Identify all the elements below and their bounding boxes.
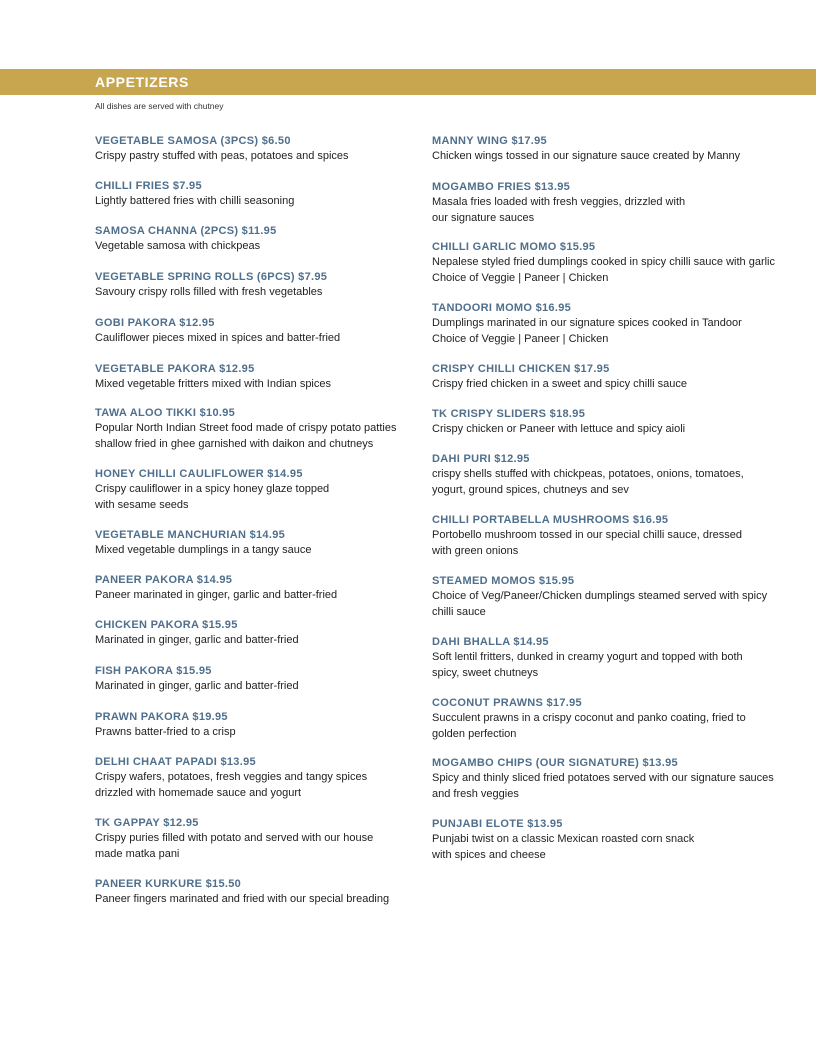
menu-item-name: CHILLI FRIES $7.95 xyxy=(95,180,202,192)
menu-item-name: TK CRISPY SLIDERS $18.95 xyxy=(432,408,586,420)
menu-item-description xyxy=(432,832,802,863)
menu-item-description xyxy=(432,771,802,802)
menu-item-description-line: Marinated in ginger, garlic and batter-fried xyxy=(95,680,299,692)
menu-item-description-line: Cauliflower pieces mixed in spices and batter-fried xyxy=(95,332,341,344)
menu-item xyxy=(432,407,802,438)
menu-item-description xyxy=(95,331,425,347)
menu-item-description xyxy=(95,543,425,559)
menu-item-description-line: chilli sauce xyxy=(432,605,486,618)
menu-item-name: STEAMED MOMOS $15.95 xyxy=(432,575,575,587)
menu-item-description-line: with sesame seeds xyxy=(95,498,189,511)
menu-item xyxy=(95,134,425,165)
menu-item-description-line: Nepalese styled fried dumplings cooked in spicy chilli sauce with garlic xyxy=(432,256,775,268)
section-title: APPETIZERS xyxy=(95,74,189,90)
menu-item-name: TK GAPPAY $12.95 xyxy=(95,817,199,829)
menu-item xyxy=(95,816,425,862)
menu-item-description xyxy=(432,149,802,165)
menu-item-description xyxy=(95,239,425,255)
menu-item xyxy=(432,756,802,802)
menu-item-description xyxy=(95,421,425,452)
menu-item-description-line: made matka pani xyxy=(95,847,180,860)
menu-item-description-line: our signature sauces xyxy=(432,211,535,224)
menu-item-description xyxy=(432,528,802,559)
menu-item-description-line: Popular North Indian Street food made of crispy potato patties xyxy=(95,422,397,434)
menu-item-name: VEGETABLE PAKORA $12.95 xyxy=(95,363,255,375)
menu-item-name: GOBI PAKORA $12.95 xyxy=(95,317,215,329)
menu-item-name: FISH PAKORA $15.95 xyxy=(95,665,212,677)
menu-item-name: DAHI PURI $12.95 xyxy=(432,453,530,465)
menu-item xyxy=(95,618,425,649)
menu-item-description-line: spicy, sweet chutneys xyxy=(432,666,539,679)
menu-item-name: DELHI CHAAT PAPADI $13.95 xyxy=(95,756,256,768)
menu-item-name: CHILLI PORTABELLA MUSHROOMS $16.95 xyxy=(432,514,669,526)
menu-item-description xyxy=(95,770,425,801)
menu-item-description-line: with spices and cheese xyxy=(432,848,546,861)
menu-item xyxy=(95,179,425,210)
menu-item xyxy=(432,635,802,681)
menu-item-description-line: and fresh veggies xyxy=(432,787,519,800)
menu-item xyxy=(95,755,425,801)
menu-item-description-line: Paneer marinated in ginger, garlic and batter-fried xyxy=(95,589,338,601)
menu-item-name: TANDOORI MOMO $16.95 xyxy=(432,302,572,314)
menu-item xyxy=(95,664,425,695)
menu-item-description xyxy=(432,316,802,347)
menu-item-description-line: Chicken wings tossed in our signature sauce created by Manny xyxy=(432,150,741,162)
menu-item-name: MOGAMBO FRIES $13.95 xyxy=(432,181,571,193)
menu-item xyxy=(432,696,802,742)
menu-item-name: CRISPY CHILLI CHICKEN $17.95 xyxy=(432,363,610,375)
menu-item-description xyxy=(432,467,802,498)
menu-item-name: CHICKEN PAKORA $15.95 xyxy=(95,619,238,631)
menu-item-description xyxy=(432,377,802,393)
menu-item-description-line: Masala fries loaded with fresh veggies, drizzled with xyxy=(432,196,686,208)
menu-item-description-line: Crispy fried chicken in a sweet and spicy chilli sauce xyxy=(432,378,687,390)
menu-item-description xyxy=(95,725,425,741)
menu-item-description-line: with green onions xyxy=(432,544,519,557)
menu-item-description xyxy=(95,633,425,649)
menu-item-name: PANEER PAKORA $14.95 xyxy=(95,574,233,586)
menu-item-description-line: golden perfection xyxy=(432,727,517,740)
menu-item xyxy=(432,362,802,393)
menu-item-description xyxy=(432,422,802,438)
menu-item-name: PRAWN PAKORA $19.95 xyxy=(95,711,228,723)
menu-item-description xyxy=(95,831,425,862)
menu-item-description xyxy=(95,679,425,695)
menu-item-description-line: Lightly battered fries with chilli seasoning xyxy=(95,195,295,207)
menu-item-description xyxy=(432,650,802,681)
menu-item-description-line: Choice of Veggie | Paneer | Chicken xyxy=(432,332,609,345)
menu-item-description-line: Vegetable samosa with chickpeas xyxy=(95,240,261,252)
menu-item-name: PANEER KURKURE $15.50 xyxy=(95,878,242,890)
menu-item xyxy=(95,877,425,908)
menu-item-description xyxy=(432,711,802,742)
menu-item-description-line: Paneer fingers marinated and fried with our special breading xyxy=(95,893,390,905)
menu-item-description-line: Mixed vegetable dumplings in a tangy sauce xyxy=(95,544,312,556)
menu-item xyxy=(95,270,425,301)
menu-item xyxy=(95,528,425,559)
menu-item-name: TAWA ALOO TIKKI $10.95 xyxy=(95,407,236,419)
menu-item-description xyxy=(95,377,425,393)
menu-item-name: HONEY CHILLI CAULIFLOWER $14.95 xyxy=(95,468,303,480)
menu-item xyxy=(95,710,425,741)
menu-item xyxy=(95,573,425,604)
menu-item-name: VEGETABLE SPRING ROLLS (6PCS) $7.95 xyxy=(95,271,328,283)
menu-item-name: SAMOSA CHANNA (2PCS) $11.95 xyxy=(95,225,277,237)
menu-item-description-line: Portobello mushroom tossed in our special chilli sauce, dressed xyxy=(432,529,742,541)
menu-item-description-line: Mixed vegetable fritters mixed with Indian spices xyxy=(95,378,331,390)
menu-item-description-line: Marinated in ginger, garlic and batter-fried xyxy=(95,634,299,646)
menu-item-description-line: Crispy puries filled with potato and served with our house xyxy=(95,832,374,844)
menu-item-description xyxy=(95,482,425,513)
menu-item-description-line: Punjabi twist on a classic Mexican roasted corn snack xyxy=(432,833,695,845)
menu-item xyxy=(432,301,802,347)
menu-item xyxy=(95,406,425,452)
menu-item-name: MOGAMBO CHIPS (OUR SIGNATURE) $13.95 xyxy=(432,757,678,769)
menu-item-description-line: Spicy and thinly sliced fried potatoes served with our signature sauces xyxy=(432,772,774,784)
menu-item xyxy=(95,224,425,255)
menu-item-description-line: Crispy pastry stuffed with peas, potatoes and spices xyxy=(95,150,349,162)
menu-item-description-line: Dumplings marinated in our signature spices cooked in Tandoor xyxy=(432,317,742,329)
menu-item-description-line: crispy shells stuffed with chickpeas, potatoes, onions, tomatoes, xyxy=(432,468,744,480)
menu-item-description-line: Choice of Veggie | Paneer | Chicken xyxy=(432,271,609,284)
menu-item-description xyxy=(432,255,802,286)
menu-item-name: VEGETABLE MANCHURIAN $14.95 xyxy=(95,529,286,541)
menu-item xyxy=(432,513,802,559)
menu-item-description-line: Savoury crispy rolls filled with fresh vegetables xyxy=(95,286,323,298)
menu-item-description xyxy=(432,589,802,620)
menu-item xyxy=(432,180,802,226)
menu-item-description xyxy=(95,892,425,908)
menu-item-name: COCONUT PRAWNS $17.95 xyxy=(432,697,582,709)
menu-item-description-line: Soft lentil fritters, dunked in creamy yogurt and topped with both xyxy=(432,651,743,663)
section-banner xyxy=(0,69,816,95)
menu-item-name: CHILLI GARLIC MOMO $15.95 xyxy=(432,241,596,253)
menu-item-description-line: drizzled with homemade sauce and yogurt xyxy=(95,786,302,799)
menu-item-name: MANNY WING $17.95 xyxy=(432,135,547,147)
menu-item-description xyxy=(95,194,425,210)
menu-item-description-line: shallow fried in ghee garnished with daikon and chutneys xyxy=(95,437,374,450)
menu-item-description xyxy=(95,149,425,165)
menu-item-description-line: Choice of Veg/Paneer/Chicken dumplings steamed served with spicy xyxy=(432,590,768,602)
menu-item xyxy=(95,316,425,347)
menu-item xyxy=(432,452,802,498)
menu-item-description xyxy=(95,588,425,604)
menu-item xyxy=(432,240,802,286)
menu-item xyxy=(432,134,802,165)
menu-item-description-line: Crispy cauliflower in a spicy honey glaze topped xyxy=(95,483,330,495)
menu-item-description-line: yogurt, ground spices, chutneys and sev xyxy=(432,483,629,496)
section-subtitle: All dishes are served with chutney xyxy=(95,101,224,111)
menu-item-description xyxy=(432,195,802,226)
menu-item-description-line: Crispy chicken or Paneer with lettuce and spicy aioli xyxy=(432,423,686,435)
menu-item-name: DAHI BHALLA $14.95 xyxy=(432,636,549,648)
menu-item-name: PUNJABI ELOTE $13.95 xyxy=(432,818,563,830)
menu-item-description-line: Prawns batter-fried to a crisp xyxy=(95,726,236,738)
menu-item xyxy=(95,467,425,513)
menu-item xyxy=(432,817,802,863)
menu-item xyxy=(432,574,802,620)
menu-item-description-line: Succulent prawns in a crispy coconut and panko coating, fried to xyxy=(432,712,746,724)
menu-item xyxy=(95,362,425,393)
menu-item-name: VEGETABLE SAMOSA (3PCS) $6.50 xyxy=(95,135,291,147)
menu-item-description xyxy=(95,285,425,301)
menu-item-description-line: Crispy wafers, potatoes, fresh veggies and tangy spices xyxy=(95,771,368,783)
